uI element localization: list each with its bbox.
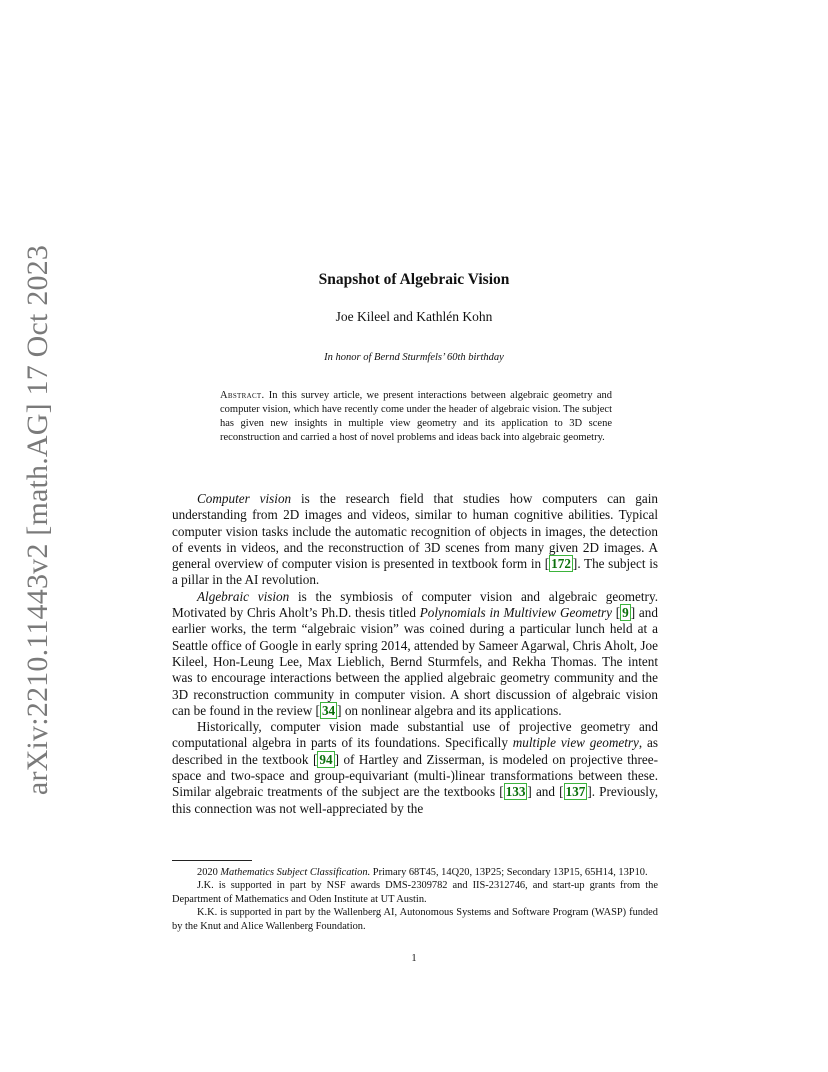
page-number: 1: [411, 953, 417, 964]
term-computer-vision: Computer vision: [197, 491, 292, 506]
footnote-jk-funding: J.K. is supported in part by NSF awards DMS-2309782 and IIS-2312746, and start-up grants from the Department of Mathematics and Oden Institute at UT Austin.: [172, 880, 658, 905]
paragraph-text: , as described in the textbook [: [172, 735, 658, 767]
paragraph-text: ] and [: [527, 784, 564, 800]
paragraph-computer-vision: [172, 491, 658, 589]
paragraph-text: ] on nonlinear algebra and its applications.: [337, 702, 562, 718]
thesis-title: Polynomials in Multiview Geometry: [419, 605, 612, 621]
footnote-text: 2020: [197, 867, 221, 878]
footnote-text: Primary 68T45, 14Q20, 13P25; Secondary 13P15, 65H14, 13P10.: [370, 867, 648, 878]
citation-link[interactable]: 34: [321, 702, 336, 718]
paragraph-text: Historically, computer vision made substantial use of projective geometry and computational algebra in parts of its foundations. Specifically: [172, 719, 658, 751]
paragraph-text: ]. The subject is a pillar in the AI revolution.: [172, 556, 658, 588]
paragraph-text: ] of Hartley and Zisserman, is modeled on projective three-space and two-space and group-equivariant (multi-)linear transformations between these. Similar algebraic treatments of the subject are the textbooks [: [172, 751, 658, 800]
dedication: In honor of Bernd Sturmfels’ 60th birthday: [324, 352, 504, 363]
paragraph-text: ]. Previously, this connection was not well-appreciated by the: [172, 784, 658, 816]
footnote-kk-funding: K.K. is supported in part by the Wallenberg AI, Autonomous Systems and Software Program (WASP) funded by the Knut and Alice Wallenberg Foundation.: [172, 907, 658, 932]
paragraph-text: is the research field that studies how computers can gain understanding from 2D images and videos, similar to human cognitive abilities. Typical computer vision tasks include the automatic recognition of objects in images, the detection of events in videos, and the reconstruction of 3D scenes from many given 2D images. A general overview of computer vision is presented in textbook form in [: [172, 491, 658, 572]
citation-link[interactable]: 172: [551, 556, 571, 572]
body-text: [172, 491, 658, 817]
citation-link[interactable]: 137: [565, 784, 586, 800]
paragraph-text: [: [612, 605, 621, 621]
msc-label: Mathematics Subject Classification.: [220, 867, 371, 878]
paper-authors: Joe Kileel and Kathlén Kohn: [335, 309, 493, 324]
term-multiple-view-geometry: multiple view geometry: [512, 735, 639, 751]
paragraph-history: [172, 719, 658, 817]
footnote-divider: [172, 860, 252, 861]
citation-link[interactable]: 9: [622, 605, 629, 621]
citation-link[interactable]: 133: [505, 784, 526, 800]
term-algebraic-vision: Algebraic vision: [197, 588, 290, 604]
paragraph-text: is the symbiosis of computer vision and algebraic geometry. Motivated by Chris Aholt’s Ph.D. thesis titled: [172, 588, 658, 621]
footnotes: [172, 866, 658, 933]
abstract-text: In this survey article, we present interactions between algebraic geometry and computer vision, which have recently come under the header of algebraic vision. The subject has given new insights in multiple view geometry and its application to 3D scene reconstruction and carried a host of novel problems and ideas back into algebraic geometry.: [220, 390, 613, 443]
paragraph-text: ] and earlier works, the term “algebraic vision” was coined during a particular lunch held at a Seattle office of Google in early spring 2014, attended by Sameer Agarwal, Chris Aholt, Joe Kileel, Hon-Leung Lee, Max Lieblich, Bernd Sturmfels, and Rekha Thomas. The intent was to encourage interactions between the applied algebraic geometry community and the 3D reconstruction community in computer vision. A short discussion of algebraic vision can be found in the review [: [172, 605, 658, 718]
abstract: [220, 389, 612, 445]
paragraph-algebraic-vision: [172, 589, 658, 719]
arxiv-identifier-stamp[interactable]: arXiv:2210.11443v2 [math.AG] 17 Oct 2023: [21, 244, 54, 796]
footnote-msc: [172, 866, 658, 879]
citation-link[interactable]: 94: [319, 751, 333, 767]
abstract-label: Abstract.: [220, 390, 265, 401]
paper-title: Snapshot of Algebraic Vision: [318, 271, 510, 288]
